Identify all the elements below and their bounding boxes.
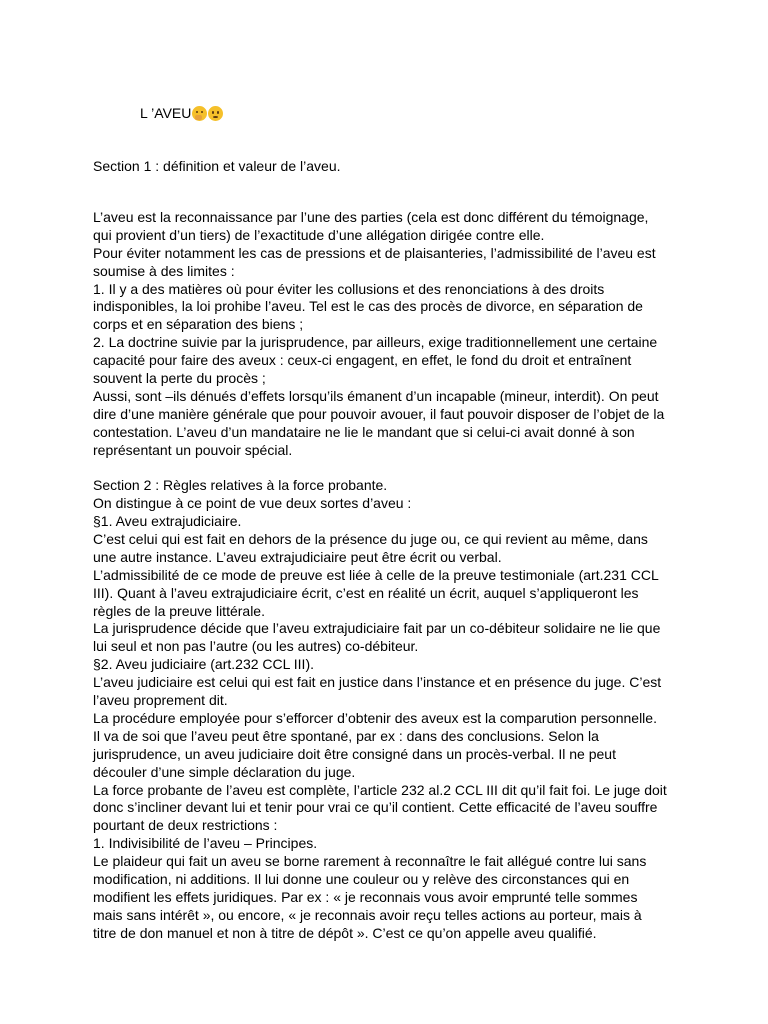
text-line: On distingue à ce point de vue deux sortes d’aveu : bbox=[93, 495, 412, 512]
text-line: capacité pour faire des aveux : ceux-ci engagent, en effet, le fond du droit et entraînent bbox=[93, 352, 632, 369]
text-line: mais sans intérêt », ou encore, « je reconnais avoir reçu telles actions au porteur, mais à bbox=[93, 906, 642, 923]
text-line: Pour éviter notamment les cas de pressions et de plaisanteries, l’admissibilité de l’aveu est bbox=[93, 244, 656, 261]
text-line: 1. Indivisibilité de l’aveu – Principes. bbox=[93, 835, 318, 852]
text-line: pourtant de deux restrictions : bbox=[93, 817, 278, 834]
text-line: contestation. L’aveu d’un mandataire ne lie le mandant que si celui-ci avait donné à son bbox=[93, 423, 635, 440]
text-line: qui provient d’un tiers) de l’exactitude d’une allégation dirigée contre elle. bbox=[93, 226, 545, 243]
text-line: découler d’une simple déclaration du juge. bbox=[93, 763, 356, 780]
text-line: 2. La doctrine suivie par la jurisprudence, par ailleurs, exige traditionnellement une certaine bbox=[93, 334, 658, 351]
text-line: jurisprudence, un aveu judiciaire doit être consigné dans un procès-verbal. Il ne peut bbox=[93, 745, 616, 762]
text-line: donc s’incliner devant lui et tenir pour vrai ce qu’il contient. Cette efficacité de l’aveu souffre bbox=[93, 799, 658, 816]
text-line: titre de don manuel et non à titre de dépôt ». C’est ce qu’on appelle aveu qualifié. bbox=[93, 924, 597, 941]
text-line: La jurisprudence décide que l’aveu extrajudiciaire fait par un co-débiteur solidaire ne lie que bbox=[93, 620, 661, 637]
title-text: L ’AVEU bbox=[140, 105, 192, 121]
text-line: corps et en séparation des biens ; bbox=[93, 316, 304, 333]
text-line: lui seul et non pas l’autre (ou les autres) co-débiteur. bbox=[93, 638, 419, 655]
text-line: modifient les effets juridiques. Par ex : « je reconnais vous avoir emprunté telle sommes bbox=[93, 888, 638, 905]
text-line: L’admissibilité de ce mode de preuve est liée à celle de la preuve testimoniale (art.231 CCL bbox=[93, 566, 659, 583]
text-line: L’aveu est la reconnaissance par l’une des parties (cela est donc différent du témoignage, bbox=[93, 209, 649, 225]
text-line: L’aveu judiciaire est celui qui est fait en justice dans l’instance et en présence du juge. C’est bbox=[93, 674, 662, 691]
face-without-mouth-icon bbox=[208, 106, 223, 121]
document-title bbox=[140, 104, 223, 122]
text-line: III). Quant à l’aveu extrajudiciaire écrit, c’est en réalité un écrit, auquel s’appliqueront les bbox=[93, 584, 639, 601]
document-body bbox=[93, 209, 693, 943]
text-line: soumise à des limites : bbox=[93, 262, 235, 279]
text-line: règles de la preuve littérale. bbox=[93, 602, 265, 619]
text-line: C’est celui qui est fait en dehors de la présence du juge ou, ce qui revient au même, dans bbox=[93, 531, 648, 548]
text-line: Le plaideur qui fait un aveu se borne rarement à reconnaître le fait allégué contre lui sans bbox=[93, 853, 647, 870]
text-line: une autre instance. L’aveu extrajudiciaire peut être écrit ou verbal. bbox=[93, 548, 502, 565]
text-line: 1. Il y a des matières où pour éviter les collusions et des renonciations à des droits bbox=[93, 280, 605, 297]
blank-line bbox=[93, 459, 693, 477]
text-line: modification, ni additions. Il lui donne une couleur ou y relève des circonstances qui en bbox=[93, 870, 630, 887]
text-line: La force probante de l’aveu est complète, l’article 232 al.2 CCL III dit qu’il fait foi. Le juge doit bbox=[93, 781, 667, 798]
text-line: Il va de soi que l’aveu peut être spontané, par ex : dans des conclusions. Selon la bbox=[93, 727, 599, 744]
text-line: §1. Aveu extrajudiciaire. bbox=[93, 513, 242, 530]
text-line: Aussi, sont –ils dénués d’effets lorsqu’ils émanent d’un incapable (mineur, interdit). On peut bbox=[93, 387, 659, 404]
text-line: représentant un pouvoir spécial. bbox=[93, 441, 293, 458]
text-line: La procédure employée pour s’efforcer d’obtenir des aveux est la comparution personnelle. bbox=[93, 709, 657, 726]
text-line: dire d’une manière générale que pour pouvoir avouer, il faut pouvoir disposer de l’objet de la bbox=[93, 405, 665, 422]
section-1-heading: Section 1 : définition et valeur de l’aveu. bbox=[93, 158, 341, 174]
thinking-face-icon bbox=[192, 106, 207, 121]
text-line: souvent la perte du procès ; bbox=[93, 370, 266, 387]
text-line: §2. Aveu judiciaire (art.232 CCL III). bbox=[93, 656, 314, 673]
text-line: Section 2 : Règles relatives à la force probante. bbox=[93, 477, 388, 494]
text-line: l’aveu proprement dit. bbox=[93, 692, 228, 709]
text-line: indisponibles, la loi prohibe l’aveu. Tel est le cas des procès de divorce, en séparation de bbox=[93, 298, 643, 315]
